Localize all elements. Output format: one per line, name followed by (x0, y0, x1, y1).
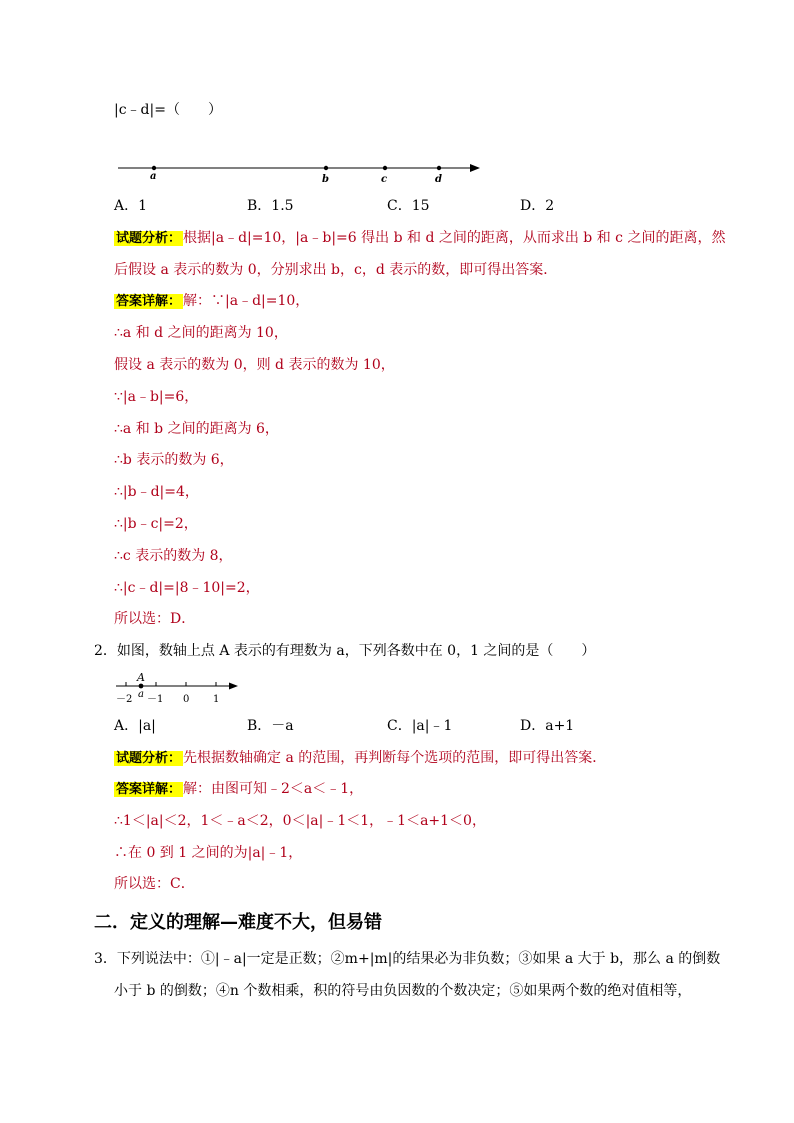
q2-analysis-text: 先根据数轴确定 a 的范围，再判断每个选项的范围，即可得出答案． (183, 750, 607, 766)
q1-option-c: C．15 (387, 198, 430, 214)
q1-analysis (114, 228, 725, 249)
q1-answer-line-5: ∴b 表示的数为 6， (114, 452, 234, 468)
q1-option-d: D．2 (520, 198, 555, 214)
q1-point-b (324, 166, 328, 170)
q2-analysis-tag: 试题分析： (116, 751, 182, 766)
q2-answer-line2: ∴1＜|a|＜2，1＜﹣a＜2，0＜|a|﹣1＜1，﹣1＜a+1＜0， (114, 813, 486, 829)
q2-option-b: B．－a (247, 718, 294, 734)
q2-tick-label-1: 1 (213, 694, 220, 705)
q2-point-var: a (138, 689, 144, 700)
q2-option-c: C．|a|﹣1 (387, 718, 453, 734)
q1-label-c: c (381, 174, 388, 185)
q1-label-a: a (150, 171, 157, 182)
q1-answer (114, 291, 309, 312)
q2-answer-line1: 解：由图可知﹣2＜a＜﹣1， (183, 781, 364, 797)
q2-analysis (114, 748, 606, 769)
q1-number-line (110, 155, 490, 187)
q1-point-a (152, 166, 156, 170)
q2-answer-tag: 答案详解： (116, 782, 182, 797)
q2-tick-label-0: 0 (183, 694, 190, 705)
q1-point-c (383, 166, 387, 170)
q1-answer-line-7: ∴|b﹣c|=2， (114, 516, 198, 532)
q1-analysis-line1: 根据|a﹣d|=10，|a﹣b|=6 得出 b 和 d 之间的距离，从而求出 b 和 c 之间的距离，然 (183, 230, 726, 246)
q2-answer-line3: ∴在 0 到 1 之间的为|a|﹣1， (114, 845, 303, 861)
q1-label-d: d (435, 174, 442, 185)
q2-conclusion: 所以选：C． (114, 876, 195, 892)
q1-answer-tag: 答案详解： (116, 294, 182, 309)
q2-option-d: D．a+1 (520, 718, 575, 734)
q2-tick-label-m2: －2 (116, 694, 133, 705)
q1-axis-arrow (470, 164, 480, 172)
q1-stem-tail: |c﹣d|=（ ） (114, 102, 222, 118)
q1-answer-line-1: ∴a 和 d 之间的距离为 10， (114, 325, 288, 341)
q2-answer (114, 779, 363, 800)
q1-answer-line-2: 假设 a 表示的数为 0，则 d 表示的数为 10， (114, 357, 395, 373)
q1-answer-line-6: ∴|b﹣d|=4， (114, 484, 199, 500)
q2-option-a: A．|a| (114, 718, 156, 734)
q2-point-a (139, 684, 144, 689)
q1-conclusion: 所以选：D． (114, 611, 196, 627)
q1-answer-line-0: 解：∵|a﹣d|=10， (183, 293, 310, 309)
q1-answer-line-3: ∵|a﹣b|=6， (114, 389, 199, 405)
q3-line1: 3．下列说法中：①|﹣a|一定是正数；②m+|m|的结果必为非负数；③如果 a 大于 b，那么 a 的倒数 (94, 951, 721, 967)
q1-analysis-line2: 后假设 a 表示的数为 0，分别求出 b，c，d 表示的数，即可得出答案． (114, 262, 558, 278)
q1-option-b: B．1.5 (247, 198, 294, 214)
q2-axis-arrow (229, 683, 238, 690)
q1-label-b: b (322, 174, 329, 185)
q1-option-a: A．1 (114, 198, 148, 214)
q2-tick-label-m1: －1 (147, 694, 164, 705)
q1-point-d (437, 166, 441, 170)
q3-line2: 小于 b 的倒数；④n 个数相乘，积的符号由负因数的个数决定；⑤如果两个数的绝对值相等， (114, 983, 692, 999)
q2-stem: 2．如图，数轴上点 A 表示的有理数为 a，下列各数中在 0，1 之间的是（ ） (94, 643, 596, 659)
q1-answer-line-9: ∴|c﹣d|=|8﹣10|=2， (114, 580, 260, 596)
section-heading: 二．定义的理解—难度不大，但易错 (94, 912, 382, 933)
q1-answer-line-8: ∴c 表示的数为 8， (114, 548, 233, 564)
q1-analysis-tag: 试题分析： (116, 231, 182, 246)
q2-point-label: A (137, 671, 145, 684)
q2-number-line (112, 670, 242, 706)
q1-answer-line-4: ∴a 和 b 之间的距离为 6， (114, 421, 279, 437)
